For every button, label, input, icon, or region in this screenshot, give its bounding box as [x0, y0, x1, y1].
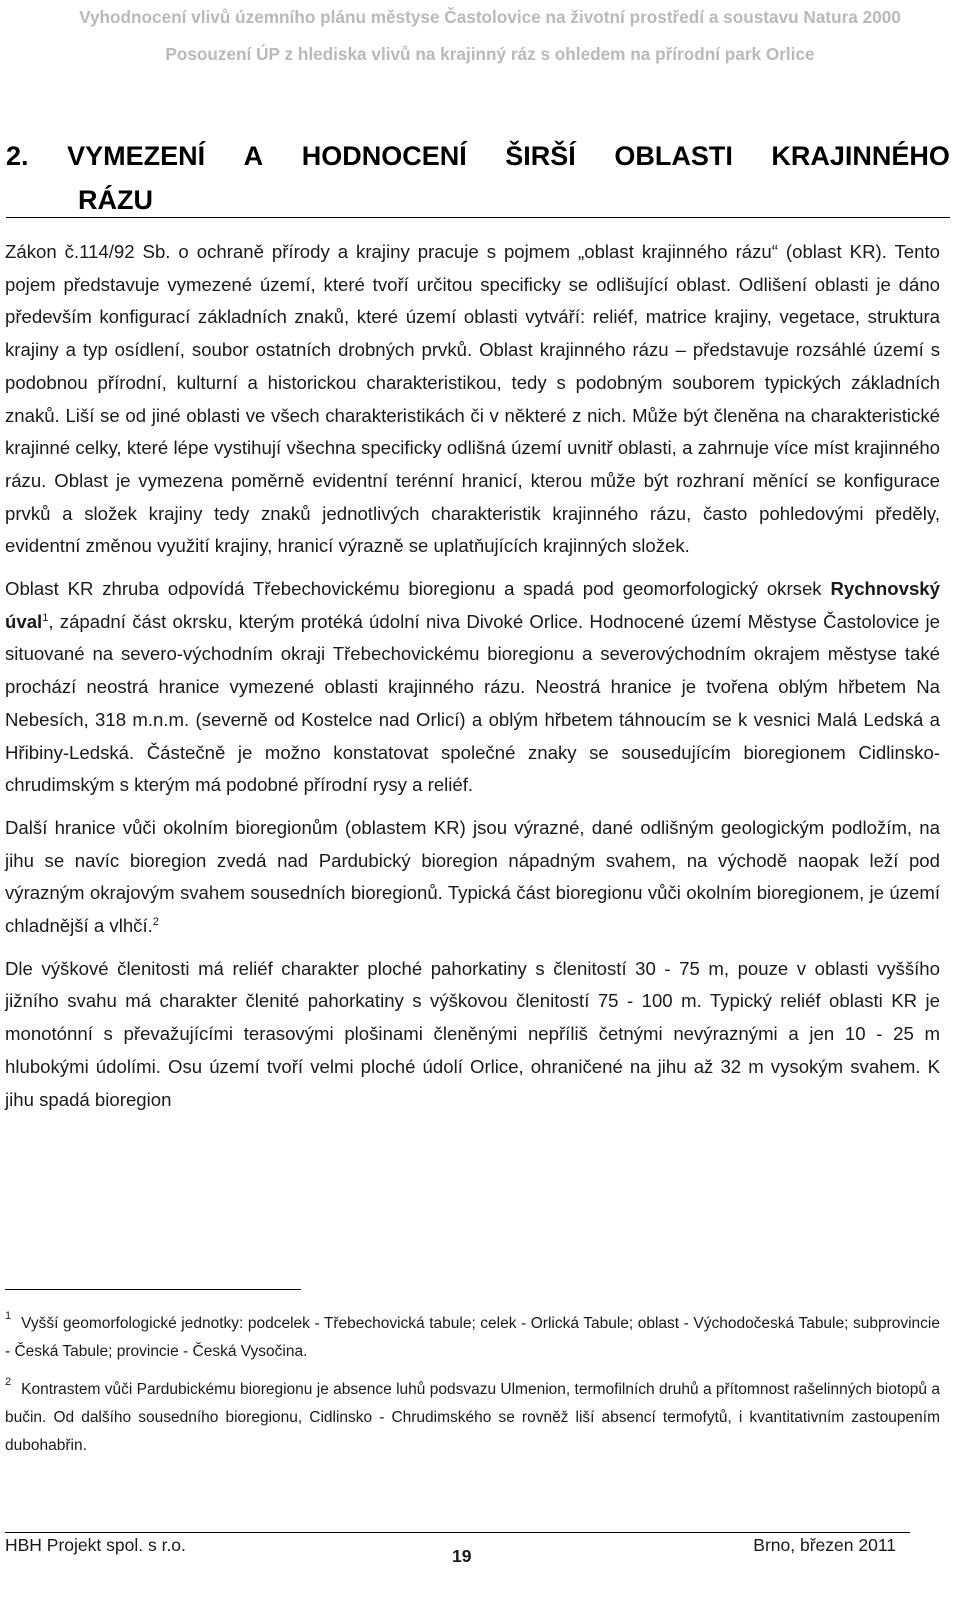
- footnote-text: Kontrastem vůči Pardubickému bioregionu je absence luhů podsvazu Ulmenion, termofilních druhů a přítomnost rašelinných biotopů a bučin. Od dalšího sousedního bioregionu, Cidlinsko - Chrudimského se rovněž liší absencí termofytů, i kvantitativním zastoupením dubohabřin.: [5, 1381, 940, 1454]
- footnote-mark: 1: [5, 1310, 12, 1322]
- paragraph-2-text-a: Oblast KR zhruba odpovídá Třebechovickému bioregionu a spadá pod geomorfologický okrsek: [5, 578, 831, 600]
- title-word: A: [243, 141, 264, 171]
- footnotes: [5, 1310, 940, 1470]
- section-heading: [6, 134, 950, 222]
- title-line-2: RÁZU: [78, 185, 153, 215]
- title-word: HODNOCENÍ: [301, 141, 467, 171]
- footnote-1: [5, 1310, 940, 1366]
- paragraph-1: Zákon č.114/92 Sb. o ochraně přírody a krajiny pracuje s pojmem „oblast krajinného rázu“ (oblast KR). Tento pojem představuje vymezené území, které tvoří určitou specificky se odlišující oblast. Odlišení oblasti je dáno především konfigurací základních znaků, které území oblasti vytváří: reliéf, matrice krajiny, vegetace, struktura krajiny a typ osídlení, soubor ostatních drobných prvků. Oblast krajinného rázu – představuje rozsáhlé území s podobnou přírodní, kulturní a historickou charakteristikou, tedy s podobným souborem typických základních znaků. Liší se od jiné oblasti ve všech charakteristikách či v některé z nich. Může být členěna na charakteristické krajinné celky, které lépe vystihují všechna specificky odlišná území uvnitř oblasti, a zahrnuje více míst krajinného rázu. Oblast je vymezena poměrně evidentní terénní hranicí, kterou může být rozhraní měnící se konfigurace prvků a složek krajiny tedy znaků jednotlivých charakteristik krajinného rázu, často pohledovými předěly, evidentní změnou využití krajiny, hranicí výrazně se uplatňujících krajinných složek.: [5, 241, 940, 557]
- running-header-subtitle: Posouzení ÚP z hlediska vlivů na krajinný ráz s ohledem na přírodní park Orlice: [165, 44, 815, 64]
- footer-company: HBH Projekt spol. s r.o.: [5, 1535, 186, 1555]
- body-text: [5, 236, 940, 1126]
- footer-rule: [5, 1532, 910, 1533]
- emphasis-rychnovsky-uval: Rychnovský úval: [5, 578, 940, 632]
- title-word: VYMEZENÍ: [67, 141, 206, 171]
- footer-place-date: Brno, březen 2011: [753, 1535, 896, 1555]
- title-word: OBLASTI: [614, 141, 733, 171]
- paragraph-3-text: Další hranice vůči okolním bioregionům (oblastem KR) jsou výrazné, dané odlišným geologickým podložím, na jihu se navíc bioregion zvedá nad Pardubický bioregion nápadným svahem, na východě naopak leží pod výrazným okrajovým svahem sousedních bioregionů. Typická část bioregionu vůči okolním bioregionem, je území chladnější a vlhčí.: [5, 816, 940, 937]
- footnote-2: [5, 1376, 940, 1460]
- footnote-separator: [5, 1289, 301, 1290]
- paragraph-2-text-b: , západní část okrsku, kterým protéká údolní niva Divoké Orlice. Hodnocené území Městyse Častolovice je situované na severo-východním okraji Třebechovickému bioregionu a severovýchodním okrajem městyse také prochází neostrá hranice vymezené oblasti krajinného rázu. Neostrá hranice je tvořena oblým hřbetem Na Nebesích, 318 m.n.m. (severně od Kostelce nad Orlicí) a oblým hřbetem táhnoucím se k vesnici Malá Ledská a Hřibiny-Ledská. Částečně je možno konstatovat společné znaky se sousedujícím bioregionem Cidlinsko-chrudimským s kterým má podobné přírodní rysy a reliéf.: [5, 610, 940, 796]
- footnote-ref-1[interactable]: 1: [42, 611, 49, 624]
- page-number: 19: [452, 1546, 472, 1566]
- title-word: KRAJINNÉHO: [771, 141, 950, 171]
- footnote-mark: 2: [5, 1376, 12, 1388]
- paragraph-4: Dle výškové členitosti má reliéf charakter ploché pahorkatiny s členitostí 30 - 75 m, pouze v oblasti vyššího jižního svahu má charakter členité pahorkatiny s výškovou členitostí 75 - 100 m. Typický reliéf oblasti KR je monotónní s převažujícími terasovými plošinami členěnými nepříliš četnými nevýraznými a jen 10 - 25 m hlubokými údolími. Osu území tvoří velmi ploché údolí Orlice, ohraničené na jihu až 32 m vysokým svahem. K jihu spadá bioregion: [5, 957, 940, 1110]
- title-word: ŠIRŠÍ: [505, 141, 576, 171]
- paragraph-3: [5, 812, 940, 943]
- heading-rule: [6, 217, 950, 218]
- footnote-ref-2[interactable]: 2: [152, 915, 159, 928]
- running-header-title: Vyhodnocení vlivů územního plánu městyse Častolovice na životní prostředí a soustavu Natura 2000: [79, 7, 901, 27]
- section-number: 2.: [6, 141, 29, 171]
- footnote-text: Vyšší geomorfologické jednotky: podcelek - Třebechovická tabule; celek - Orlická Tabule; oblast - Východočeská Tabule; subprovincie - Česká Tabule; provincie - Česká Vysočina.: [5, 1315, 940, 1360]
- paragraph-2: [5, 573, 940, 802]
